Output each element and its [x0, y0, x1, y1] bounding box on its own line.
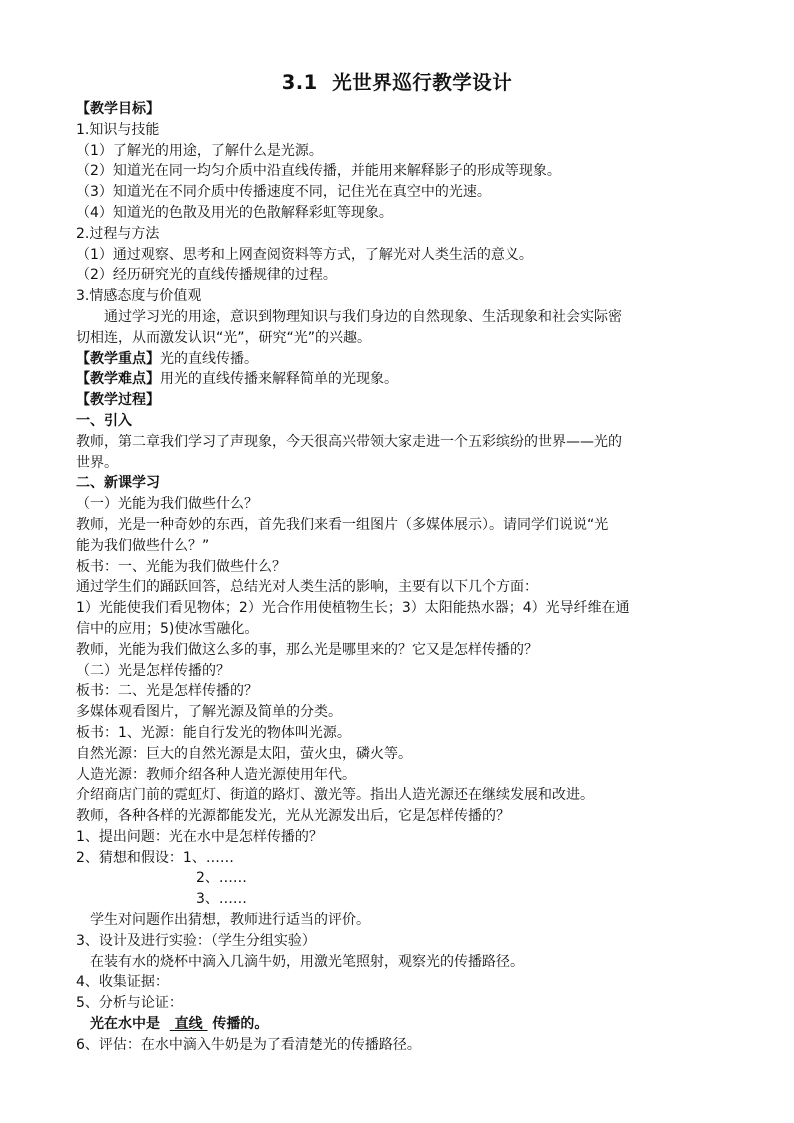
conclusion-suffix: 传播的。 [212, 1016, 269, 1033]
conclusion-answer: 直线 [174, 1016, 203, 1033]
goals-heading: 【教学目标】 [76, 101, 160, 117]
process-heading: 2.过程与方法 [76, 225, 160, 242]
section-1-line-1: 教师，光是一种奇妙的东西，首先我们来看一组图片（多媒体展示）。请同学们说说“光 [76, 516, 609, 533]
process-item-2: （2）经历研究光的直线传播规律的过程。 [76, 267, 337, 284]
section-2-media: 多媒体观看图片，了解光源及简单的分类。 [76, 704, 342, 721]
document-page [76, 68, 718, 1056]
section-1-list-line-2: 信中的应用；5)使冰雪融化。 [76, 620, 259, 637]
key-point-text: 光的直线传播。 [160, 350, 258, 367]
section-2-heading: （二）光是怎样传播的？ [76, 662, 230, 679]
step-2: 2、猜想和假设：1、…… [76, 849, 234, 866]
conclusion [76, 1014, 718, 1035]
section-1-list-line-1: 1）光能使我们看见物体；2）光合作用使植物生长；3）太阳能热水器；4）光导纤维在通 [76, 600, 630, 617]
procedure-heading: 【教学过程】 [76, 392, 160, 409]
knowledge-item-2: （2）知道光在同一均匀介质中沿直线传播，并能用来解释影子的形成等现象。 [76, 163, 561, 180]
difficulty-text: 用光的直线传播来解释简单的光现象。 [160, 371, 398, 388]
experiment-description: 在装有水的烧杯中滴入几滴牛奶，用激光笔照射，观察光的传播路径。 [90, 953, 524, 970]
key-point [76, 349, 718, 370]
process-item-1: （1）通过观察、思考和上网查阅资料等方式，了解光对人类生活的意义。 [76, 246, 533, 263]
knowledge-item-1: （1）了解光的用途，了解什么是光源。 [76, 142, 323, 159]
document-title: 3.1 光世界巡行教学设计 [281, 71, 513, 94]
section-2-teacher: 教师，各种各样的光源都能发光，光从光源发出后，它是怎样传播的？ [76, 808, 510, 825]
emotion-heading: 3.情感态度与价值观 [76, 288, 202, 305]
conclusion-blank [170, 1016, 208, 1032]
artificial-light-source: 人造光源：教师介绍各种人造光源使用年代。 [76, 766, 356, 783]
step-4: 4、收集证据： [76, 974, 169, 991]
step-6: 6、评估：在水中滴入牛奶是为了看清楚光的传播路径。 [76, 1036, 421, 1053]
step-5: 5、分析与论证： [76, 995, 183, 1012]
emotion-paragraph-line-2: 切相连，从而激发认识“光”，研究“光”的兴趣。 [76, 329, 372, 346]
new-lesson-heading: 二、新课学习 [76, 475, 160, 492]
step-1: 1、提出问题：光在水中是怎样传播的？ [76, 828, 323, 845]
difficulty-label: 【教学难点】 [76, 371, 160, 388]
key-point-label: 【教学重点】 [76, 350, 160, 367]
knowledge-item-4: （4）知道光的色散及用光的色散解释彩虹等现象。 [76, 204, 393, 221]
conclusion-prefix: 光在水中是 [90, 1016, 160, 1033]
section-2-board: 板书：二、光是怎样传播的？ [76, 683, 258, 700]
shops-lights: 介绍商店门前的霓虹灯、街道的路灯、激光等。指出人造光源还在继续发展和改进。 [76, 787, 594, 804]
knowledge-heading: 1.知识与技能 [76, 121, 160, 138]
step-3: 3、设计及进行实验：（学生分组实验） [76, 932, 316, 949]
intro-heading: 一、引入 [76, 412, 132, 429]
section-2-board-2: 板书：1、光源：能自行发光的物体叫光源。 [76, 724, 351, 741]
section-1-summary: 通过学生们的踊跃回答，总结光对人类生活的影响，主要有以下几个方面： [76, 579, 538, 596]
student-guess: 学生对问题作出猜想，教师进行适当的评价。 [90, 912, 370, 929]
emotion-paragraph-line-1: 通过学习光的用途，意识到物理知识与我们身边的自然现象、生活现象和社会实际密 [104, 308, 622, 325]
section-1-heading: （一）光能为我们做些什么？ [76, 496, 258, 513]
section-1-board: 板书：一、光能为我们做些什么？ [76, 558, 286, 575]
step-2-option-3: 3、…… [196, 891, 247, 908]
natural-light-source: 自然光源：巨大的自然光源是太阳，萤火虫，磷火等。 [76, 745, 412, 762]
knowledge-item-3: （3）知道光在不同介质中传播速度不同，记住光在真空中的光速。 [76, 184, 491, 201]
intro-line-2: 世界。 [76, 454, 118, 471]
intro-line-1: 教师，第二章我们学习了声现象，今天很高兴带领大家走进一个五彩缤纷的世界——光的 [76, 433, 622, 450]
section-1-teacher: 教师，光能为我们做这么多的事，那么光是哪里来的？它又是怎样传播的？ [76, 641, 538, 658]
section-1-line-2: 能为我们做些什么？” [76, 537, 210, 554]
step-2-option-2: 2、…… [196, 870, 247, 887]
difficulty-point [76, 369, 718, 390]
